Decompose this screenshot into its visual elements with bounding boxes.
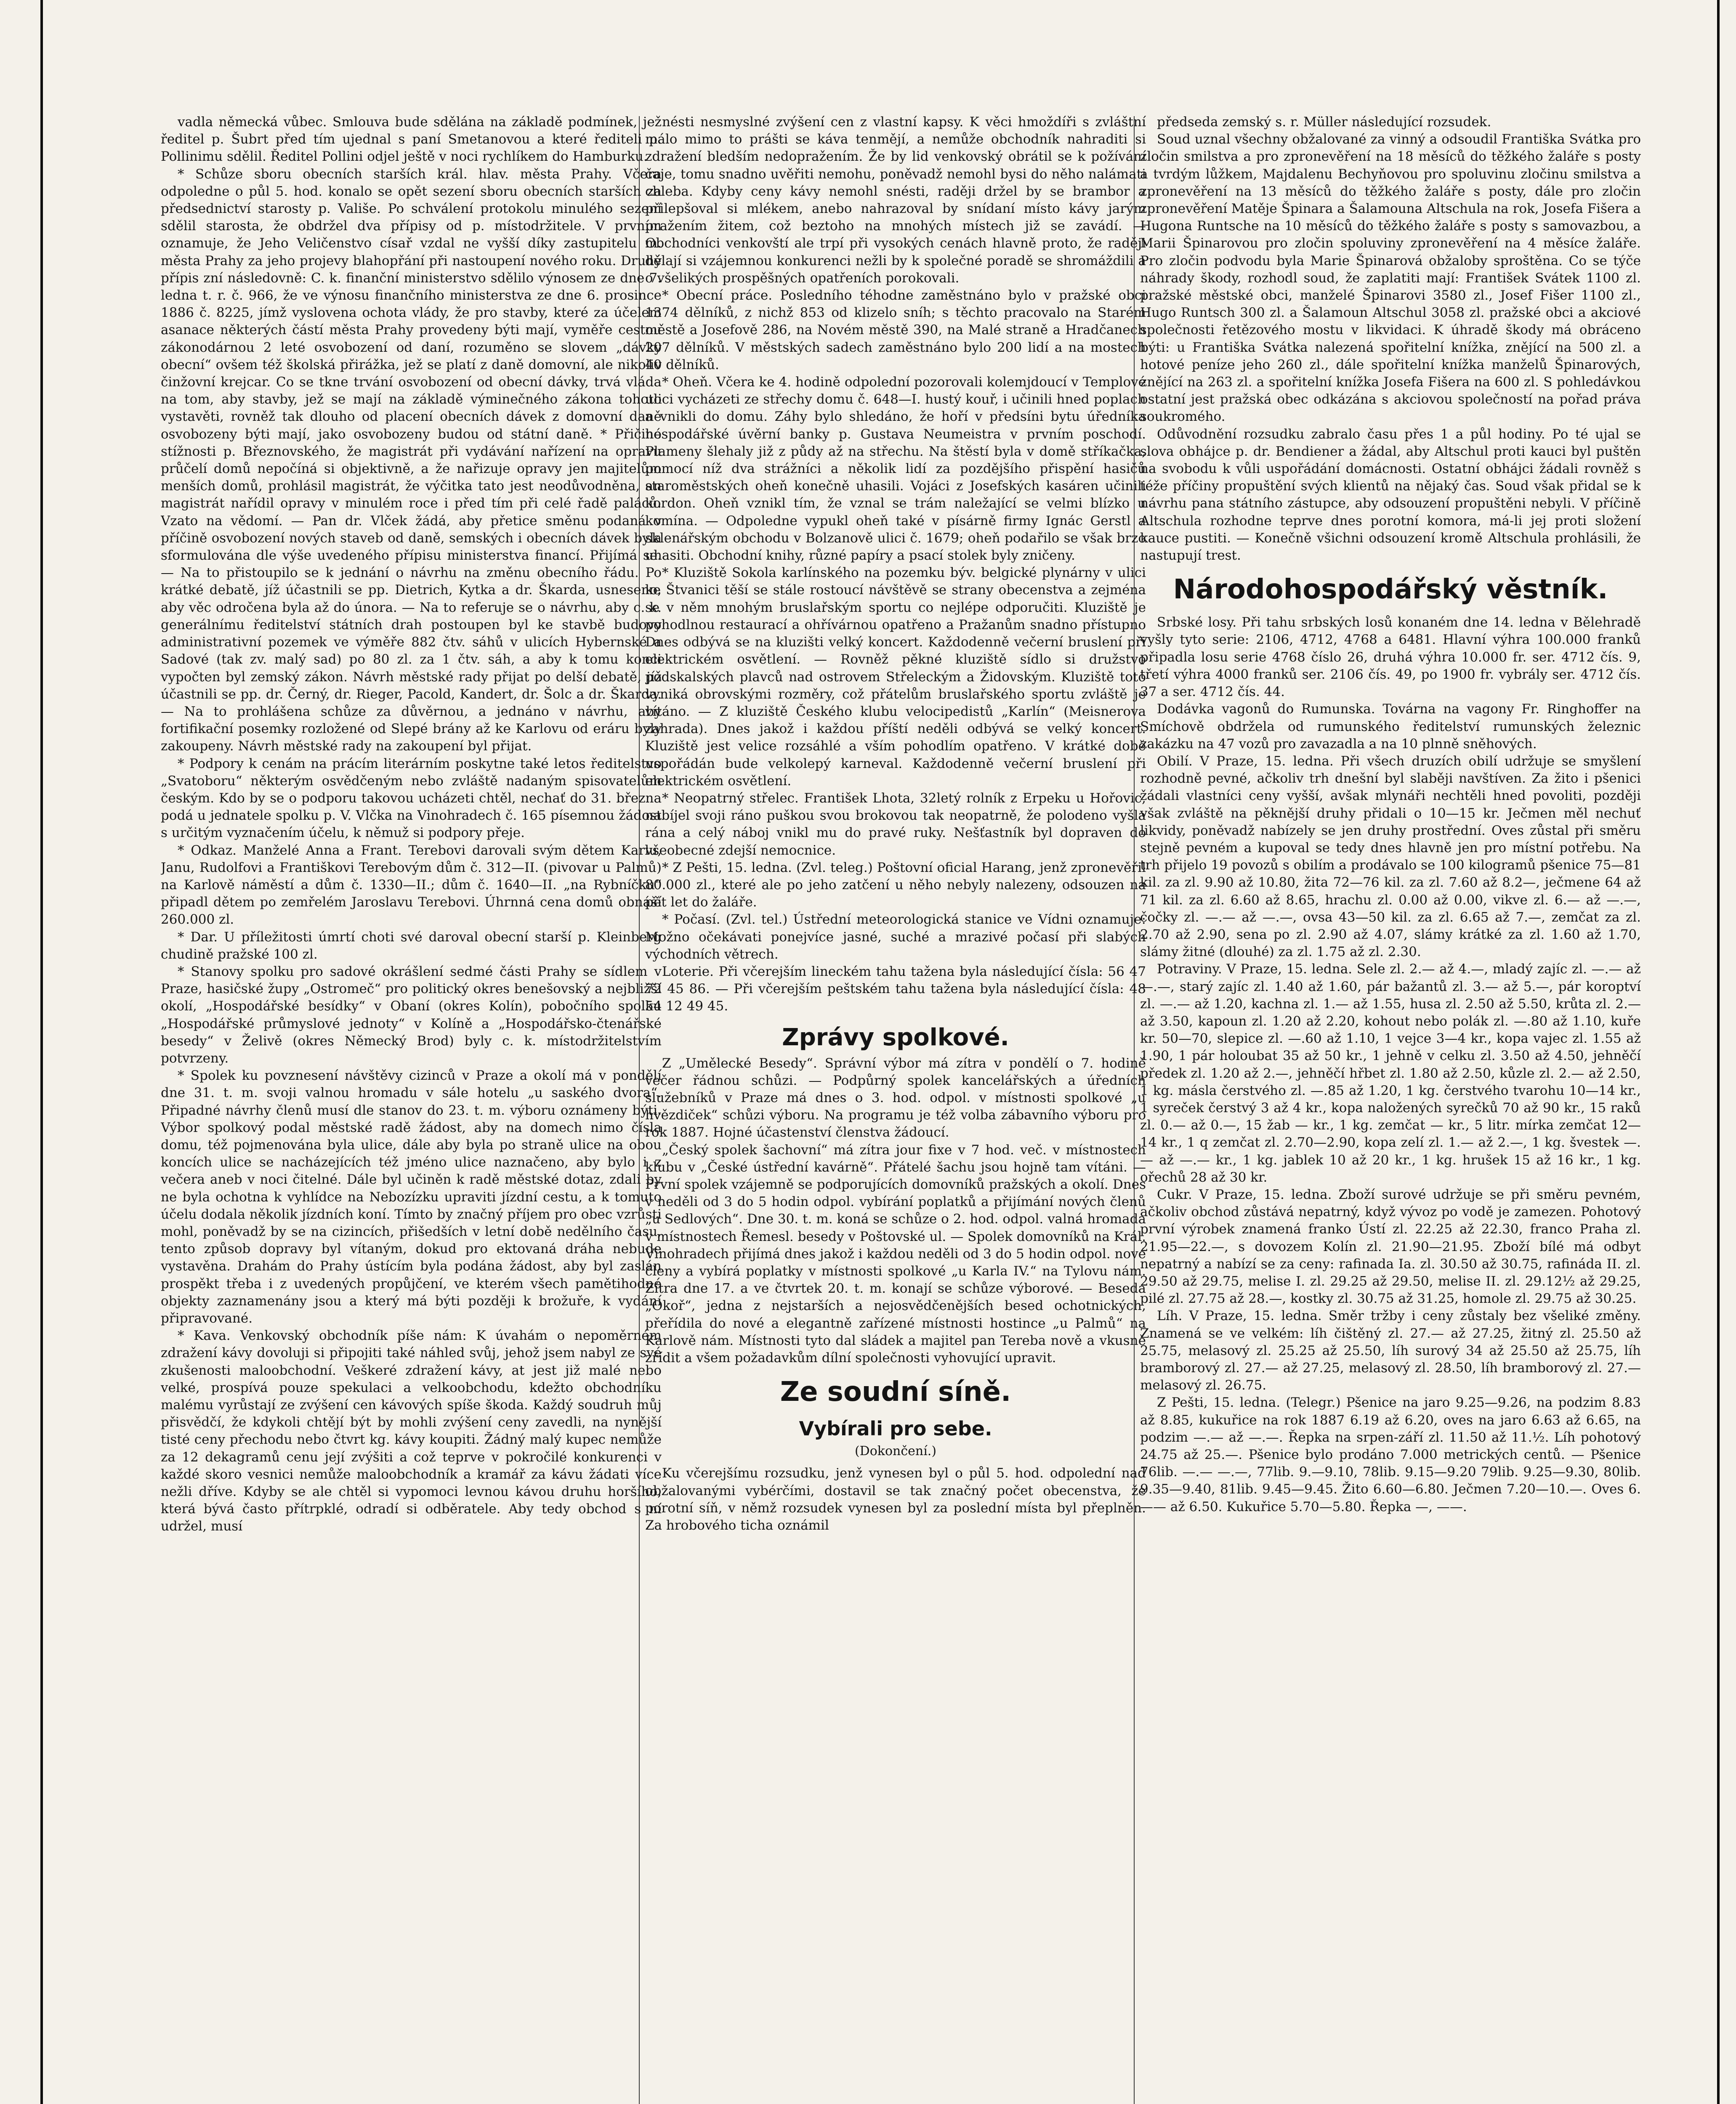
- article-paragraph: Ku včerejšímu rozsudku, jenž vynesen byl o půl 5. hod. odpolední nad obžalovanými vybérčími, dostavil se tak značný počet obecenstva, že porotní síň, v němž rozsudek vynesen byl za poslední místa byl přeplněn. Za hrobového ticha oznámil: [645, 1466, 1146, 1533]
- article-paragraph: Potraviny. V Praze, 15. ledna. Sele zl. 2.— až 4.—, mladý zajíc zl. —.— až —.—, starý zajíc zl. 1.40 až 1.60, pár bažantů zl. 3.— až 5.—, pár koroptví zl. —.— až 1.20, kachna zl. 1.— až 1.55, husa zl. 2.50 až 5.50, krůta zl. 2.— až 3.50, kapoun zl. 1.20 až 2.20, kohout nebo polák zl. —.80 až 1.10, kuře kr. 50—70, slepice zl. —.60 až 1.10, 1 vejce 3—4 kr., kopa vajec zl. 1.55 až 1.90, 1 pár holoubat 35 až 50 kr., 1 jehně v celku zl. 3.50 až 4.50, jehněčí předek zl. 1.20 až 2.—, jehněčí hřbet zl. 1.80 až 2.50, kůzle zl. 2.— až 2.50, 1 kg. másla čerstvého zl. —.85 až 1.20, 1 kg. čerstvého tvarohu 10—14 kr., 1 syreček čerstvý 3 až 4 kr., kopa naložených syrečků 70 až 90 kr., 15 raků zl. 0.— až 0.—, 15 žab — kr., 1 kg. zemčat — kr., 5 litr. mírka zemčat 12—14 kr., 1 q zemčat zl. 2.70—2.90, kopa zelí zl. 1.— až 2.—, 1 kg. švestek —.— až —.— kr., 1 kg. jablek 10 až 20 kr., 1 kg. hrušek 15 až 16 kr., 1 kg. ořechů 28 až 30 kr.: [1140, 962, 1641, 1185]
- article-paragraph: „Český spolek šachovní“ má zítra jour fixe v 7 hod. več. v místnostech klubu v „České ústřední kavárně“. Přátelé šachu jsou hojně tam vítáni. — První spolek vzájemně se podporujících domovníků pražských a okolí. Dnes v neděli od 3 do 5 hodin odpol. vybírání poplatků a přijímání nových členů „u Sedlových“. Dne 30. t. m. koná se schůze o 2. hod. odpol. valná hromada v místnostech Řemesl. besedy v Poštovské ul. — Spolek domovníků na Král. Vinohradech přijímá dnes jakož i každou neděli od 3 do 5 hodin odpol. nové členy a vybírá poplatky v místnosti spolkové „u Karla IV.“ na Tylovu nám. Zítra dne 17. a ve čtvrtek 20. t. m. konají se schůze výborové. — Beseda „Okoř“, jedna z nejstarších a nejosvědčenějších besed ochotnických, přeřídila do nové a elegantně zařízené místnosti hostince „u Palmů“ na Karlově nám. Místnosti tyto dal sládek a majitel pan Tereba nově a vkusně zřídit a všem požadavkům dílní společnosti vyhovující upravit.: [645, 1142, 1146, 1366]
- section-heading-soud: Ze soudní síně.: [780, 1376, 1011, 1408]
- article-paragraph: Obilí. V Praze, 15. ledna. Při všech druzích obilí udržuje se smyšlení rozhodně pevné, ačkoliv trh dnešní byl slaběji navštíven. Za žito i pšenici žádali vlastníci ceny vyšší, avšak mlynáři nechtěli hned povoliti, později však zvláště na pěknější druhy přidali o 10—15 kr. Ječmen měl nechuť likvidy, poněvadž nabízely se jen druhy prostřední. Oves zůstal při směru stejně pevném a kupoval se tedy dnes hlavně jen pro místní potřebu. Na trh přijelo 19 povozů s obilím a prodávalo se 100 kilogramů pšenice 75—81 kil. za zl. 9.90 až 10.80, žita 72—76 kil. za zl. 7.60 až 8.2—, ječmene 64 až 71 kil. za zl. 6.60 až 8.65, hrachu zl. 0.00 až 0.00, vikve zl. 6.— až —.—, čočky zl. —.— až —.—, ovsa 43—50 kil. za zl. 6.65 až 7.—, zemčat za zl. 2.70 až 2.90, sena po zl. 2.90 až 4.07, slámy krátké za zl. 1.60 až 1.70, slámy žitné (dlouhé) za zl. 1.75 až zl. 2.30.: [1140, 753, 1641, 960]
- article-subtitle: (Dokončení.): [854, 1444, 937, 1459]
- column-right: [1140, 114, 1641, 2104]
- article-paragraph: Cukr. V Praze, 15. ledna. Zboží surové udržuje se při směru pevném, ačkoliv obchod zůstává nepatrný, když vývoz po vodě je zamezen. Pohotový první výrobek znamená franko Ústí zl. 22.25 až 22.30, franco Praha zl. 21.95—22.—, s dovozem Kolín zl. 21.90—21.95. Zboží bílé má odbyt nepatrný a nabízí se za ceny: rafinada Ia. zl. 30.50 až 30.75, rafináda II. zl. 29.50 až 29.75, melise I. zl. 29.25 až 29.50, melise II. zl. 29.12½ až 29.25, pilé zl. 27.75 až 28.—, kostky zl. 30.75 až 31.25, homole zl. 29.75 až 30.25.: [1140, 1187, 1641, 1307]
- page-border-left: [40, 0, 43, 2104]
- article-paragraph: * Oheň. Včera ke 4. hodině odpolední pozorovali kolemjdoucí v Templové ulici vycházeti ze střechy domu č. 648—I. hustý kouř, i učinili hned poplach a vnikli do domu. Záhy bylo shledáno, že hoří v předsíni bytu úředníka hospodářské úvěrní banky p. Gustava Neumeistra v prvním poschodí. Plameny šlehaly již z půdy až na střechu. Na štěstí byla v domě stříkačka, pomocí níž dva strážníci a několik lidí za pozdějšího přispění hasičů staroměstských oheň konečně uhasili. Vojáci z Josefských kasáren učinili kordon. Oheň vznikl tím, že vznal se trám naležající se velmi blízko u komína. — Odpoledne vypukl oheň také v písárně firmy Ignác Gerstl a sklenářským obchodu v Bolzanově ulici č. 1679; oheň podařilo se však brzo uhasiti. Obchodní knihy, různé papíry a psací stolek byly zničeny.: [645, 375, 1146, 563]
- article-paragraph: * Schůze sboru obecních starších král. hlav. města Prahy. Včera odpoledne o půl 5. hod. konalo se opět sezení sboru obecních starších za předsednictví starosty p. Vališe. Po schválení protokolu minulého sezení sdělil starosta, že obdržel dva přípisy od p. místodržitele. V prvním oznamuje, že Jeho Veličenstvo císař vzdal ne vyšší díky zastupitelu m. města Prahy za jeho projevy blahopřání při nastoupení nového roku. Druhý přípis zní následovně: C. k. finanční ministerstvo sdělilo výnosem ze dne 7. ledna t. r. č. 966, že ve výnosu finančního ministerstva ze dne 6. prosince 1886 č. 8225, jímž vyslovena ochota vlády, že pro stavby, které za účelem asanace některých částí města Prahy provedeny býti mají, vyměře cestou zákonodárnou 2 leté osvobození od daní, rozuměno se slovem „dávky obecní“ ovšem též školská přirážka, jež se platí z daně domovní, ale nikoliv činžovní krejcar. Co se tkne trvání osvobození od obecní dávky, trvá vláda na tom, aby stavby, jež se mají na základě výminečného zákona tohoto vystavěti, rovněž tak dlouho od placení obecních dávek z domovní daně osvobozeny býti mají, jako osvobozeny budou od státní daně. * Přičiné stížnosti p. Březnovského, že magistrát při vydávání nařízení na opravu průčelí domů nepočíná si objektivně, a že nařizuje opravy jen majitelům menších domů, prohlásil magistrát, že výčitka tato jest neodůvodněna, an magistrát nařídil opravy v minulém roce i před tím při celé řadě paláců. Vzato na vědomí. — Pan dr. Vlček žádá, aby přetice směnu podaná v příčině osvobození nových staveb od daně, semských i obecních dávek byla sformulována dle výše uvedeného přípisu ministerstva financí. Přijímá se. — Na to přistoupilo se k jednání o návrhu na změnu obecního řádu. Po krátké debatě, jíž účastnili se pp. Dietrich, Kytka a dr. Škarda, usneseno, aby věc odročena byla až do února. — Na to referuje se o návrhu, aby c. k. generálnímu ředitelství státních drah postoupen byl ke stavbě budovy administrativní pozemek ve výměře 882 čtv. sáhů v ulicích Hybernské a Sadové (tak zv. malý sad) po 80 zl. za 1 čtv. sáh, a aby k tomu konci vypočten byl zemský zákon. Návrh městské rady přijat po delší debatě, jíž účastnili se pp. dr. Černý, dr. Rieger, Pacold, Kandert, dr. Šolc a dr. Škarda. — Na to prohlášena schůze za důvěrnou, a jednáno v návrhu, aby fortifikační posemky rozložené od Slepé brány až ke Karlovu od eráru byly zakoupeny. Návrh městské rady na zakoupení byl přijat.: [161, 166, 662, 754]
- article-paragraph: Dodávka vagonů do Rumunska. Továrna na vagony Fr. Ringhoffer na Smíchově obdržela od rumunského ředitelství rumunských železnic zakázku na 47 vozů pro zavazadla a na 10 plnně sněhových.: [1140, 701, 1641, 752]
- article-paragraph: Z Pešti, 15. ledna. (Telegr.) Pšenice na jaro 9.25—9.26, na podzim 8.83 až 8.85, kukuřice na rok 1887 6.19 až 6.20, oves na jaro 6.63 až 6.65, na podzim —.— až —.—. Řepka na srpen-září zl. 11.50 až 11.½. Líh pohotový 24.75 až 25.—. Pšenice bylo prodáno 7.000 metrických centů. — Pšenice 76lib. —.— —.—, 77lib. 9.—9.10, 78lib. 9.15—9.20 79lib. 9.25—9.30, 80lib. 9.35—9.40, 81lib. 9.45—9.45. Žito 6.60—6.80. Ječmen 7.20—10.—. Oves 6.—— až 6.50. Kukuřice 5.70—5.80. Řepka —, ——.: [1140, 1395, 1641, 1514]
- article-paragraph: Soud uznal všechny obžalované za vinný a odsoudil Františka Svátka pro zločin smilstva a pro zpronevěření na 18 měsíců do těžkého žaláře s posty a tvrdým lůžkem, Majdalenu Bechyňovou pro spoluvinu zločinu smilstva a zpronevěření na 13 měsíců do těžkého žaláře s posty, dále pro zločin zpronevěření Matěje Špinara a Šalamouna Altschula na rok, Josefa Fišera a Hugona Runtsche na 10 měsíců do těžkého žaláře s posty s samovazbou, a Marii Špinarovou pro zločin spoluviny zpronevěření na 4 měsíce žaláře. Pro zločin podvodu byla Marie Špinarová obžaloby sproštěna. Co se týče náhrady škody, rozhodl soud, že zaplatiti mají: František Svátek 1100 zl. pražské městské obci, manželé Špinarovi 3580 zl., Josef Fišer 1100 zl., Hugo Runtsch 300 zl. a Šalamoun Altschul 3058 zl. pražské obci a akciové společnosti řetězového mostu v likvidaci. K úhradě škody má obráceno býti: u Františka Svátka nalezená spořitelní knížka, znějící na 500 zl. a hotové peníze jeho 260 zl., dále spořitelní knížka manželů Špinarových, znějící na 263 zl. a spořitelní knížka Josefa Fišera na 600 zl. S pohledávkou ostatní jest pražská obec odkázána s akciovou společností na pořad práva soukromého.: [1140, 132, 1641, 425]
- section-heading-spolky: Zprávy spolkové.: [782, 1023, 1009, 1051]
- article-paragraph: * Stanovy spolku pro sadové okrášlení sedmé části Prahy se sídlem v Praze, hasičské župy „Ostromeč“ pro politický okres benešovský a nejbližší okolí, „Hospodářské besídky“ v Obaní (okres Kolín), pobočního spolku „Hospodářské průmyslové jednoty“ v Kolíně a „Hospodářsko-čtenářské besedy“ v Želivě (okres Německý Brod) byly c. k. místodržitelstvím potvrzeny.: [161, 964, 662, 1066]
- article-paragraph: Srbské losy. Při tahu srbských losů konaném dne 14. ledna v Bělehradě vyšly tyto serie: 2106, 4712, 4768 a 6481. Hlavní výhra 100.000 franků připadla losu serie 4768 číslo 26, druhá výhra 10.000 fr. ser. 4712 čís. 9, třetí výhra 4000 franků ser. 2106 čís. 49, po 1900 fr. vybrály ser. 4712 čís. 37 a ser. 4712 čís. 44.: [1140, 615, 1641, 700]
- column-middle: [645, 114, 1146, 2104]
- section-heading-vestnik: Národohospodářský věstník.: [1173, 574, 1608, 606]
- article-paragraph: * Spolek ku povznesení návštěvy cizinců v Praze a okolí má v pondělí dne 31. t. m. svoji valnou hromadu v sále hotelu „u saského dvora“. Připadné návrhy členů musí dle stanov do 23. t. m. výboru oznámeny býti. Výbor spolkový podal městské radě žádost, aby na domech nimo čísla domu, též pojmenována byla ulice, dále aby byla po straně ulice na obou koncích ulice se nacházejících též jméno ulice naznačeno, aby bylo i z večera aneb v noci čitelné. Dále byl učiněn k radě městské dotaz, zdali by ne byla ochotna k vyhlídce na Nebozízku upraviti jízdní cestu, a k tomuto účelu dodala několik jízdních koní. Tímto by značný příjem pro obec vzrůsti mohl, poněvadž by se na cizincích, přišedších v letní době nedělního času, tento způsob dopravy byl vítaným, dokud pro ektovaná dráha nebude vystavěna. Drahám do Prahy ústícím byla podána žádost, aby byl zaslán prospěkt třeba i z uvedených propůjčení, ve kterém všech pamětihodné objekty zaznamenány jsou a který má býti později k brožuře, k vydání připravované.: [161, 1068, 662, 1326]
- page-border-right: [1717, 0, 1720, 2104]
- article-paragraph: předseda zemský s. r. Müller následující rozsudek.: [1157, 114, 1491, 130]
- article-paragraph: * Dar. U příležitosti úmrtí choti své daroval obecní starší p. Kleinberg chudině pražské 100 zl.: [161, 929, 662, 962]
- article-paragraph: * Odkaz. Manželé Anna a Frant. Terebovi darovali svým dětem Karlu, Janu, Rudolfovi a Františkovi Terebovým dům č. 312—II. (pivovar u Palmů) na Karlově náměstí a dům č. 1330—II.; dům č. 1640—II. „na Rybníčku“ připadl dětem po zemřelém Jaroslavu Terebovi. Úhrnná cena domů obnáší 260.000 zl.: [161, 842, 662, 927]
- article-paragraph: Líh. V Praze, 15. ledna. Směr tržby i ceny zůstaly bez všeliké změny. Znamená se ve velkém: líh čištěný zl. 27.— až 27.25, žitný zl. 25.50 až 25.75, melasový zl. 25.25 až 25.50, líh surový 34 až 25.50 až 25.75, líh bramborový zl. 27.— až 27.25, melasový zl. 28.50, líh bramborový zl. 27.— melasový zl. 26.75.: [1140, 1308, 1641, 1393]
- article-paragraph: nésti nesmyslné zvýšení cen z vlastní kapsy. K věci hmoždíři s zvláštní málo mimo to prášti se káva tenmějí, a nemůže obchodník nahraditi si zdražení bledším nedopražením. Že by lid venkovský obrátil se k požívání čaje, tomu snadno uvěřiti nemohu, poněvadž nemohl bysi do něho nalámati chleba. Kdyby ceny kávy nemohl snésti, raději držel by se brambor a přilepšoval si mlékem, anebo nahrazoval by snídaní místo kávy jarým pražením žitem, což beztoho na mnohých místech již se zavádí. — Obchodníci venkovští ale trpí při vysokých cenách hlavně proto, že raději dělají si vzájemnou konkurenci nežli by k společné poradě se shromáždili a o všelikých prospěšných opatřeních porokovali.: [645, 114, 1146, 286]
- article-headline: Vybírali pro sebe.: [799, 1417, 992, 1440]
- article-paragraph: Loterie. Při včerejším lineckém tahu tažena byla následující čísla: 56 47 72 45 86. — Při včerejším peštském tahu tažena byla následující čísla: 48 54 12 49 45.: [645, 964, 1146, 1014]
- article-paragraph: * Z Pešti, 15. ledna. (Zvl. teleg.) Poštovní oficial Harang, jenž zpronevěřil 80.000 zl., které ale po jeho zatčení u něho nebyly nalezeny, odsouzen na pět let do žaláře.: [645, 860, 1146, 910]
- article-paragraph: Odůvodnění rozsudku zabralo času přes 1 a půl hodiny. Po té ujal se slova obhájce p. dr. Bendiener a žádal, aby Altschul proti kauci byl puštěn na svobodu k vůli uspořádání domácnosti. Ostatní obhájci žádali rovněž s téže příčiny propuštění svých klientů na nějaký čas. Soud však přidal se k návrhu pana státního zástupce, aby odsouzení propuštěni nebyli. V příčině Altschula rozhodne teprve dnes porotní komora, má-li jej proti složení kauce pustiti. — Konečně všichni odsouzení kromě Altschula prohlásili, že nastupují trest.: [1140, 426, 1641, 563]
- column-left: [161, 114, 662, 2104]
- article-paragraph: vadla německá vůbec. Smlouva bude sdělána na základě podmínek, jež ředitel p. Šubrt před tím ujednal s paní Smetanovou a které řediteli p. Pollinimu sdělil. Ředitel Pollini odjel ještě v noci rychlíkem do Hamburku.: [161, 114, 662, 165]
- article-paragraph: * Kluziště Sokola karlínského na pozemku býv. belgické plynárny v ulici ke Štvanici těší se stále rostoucí návštěvě se strany obecenstva a zejména se v něm mnohým bruslařským sportu co nejlépe odporučiti. Kluziště je pohodlnou restaurací a ohřívárnou opatřeno a Pražanům snadno přístupno Dnes odbývá se na kluzišti velký koncert. Každodenně večerní bruslení při elektrickém osvětlení. — Rovněž pěkné kluziště sídlo si družstvo podskalských plavců nad ostrovem Střeleckým a Židovským. Kluziště toto vyniká obrovskými rozměry, což přátelům bruslařského sportu zvláště je vítáno. — Z kluziště Českého klubu velocipedistů „Karlín“ (Meisnerova zahrada). Dnes jakož i každou příští neděli odbývá se velký koncert. Kluziště jest velice rozsáhlé a vším pohodlím opatřeno. V krátké době uspořádán bude velkolepý karneval. Každodenně večerní bruslení při elektrickém osvětlení.: [645, 565, 1146, 789]
- article-paragraph: * Obecní práce. Posledního téhodne zaměstnáno bylo v pražské obci 1374 dělníků, z nichž 853 od klizelo sníh; s těchto pracovalo na Starém městě a Josefově 286, na Novém městě 390, na Malé straně a Hradčanech 207 dělníků. V městských sadech zaměstnáno bylo 200 lidí a na mostech 40 dělníků.: [645, 288, 1146, 372]
- article-paragraph: * Podpory k cenám na prácím literárním poskytne také letos ředitelstvo „Svatoboru“ některým osvědčeným nebo zvláště nadaným spisovatelům českým. Kdo by se o podporu takovou ucházeti chtěl, nechať do 31. března podá u jednatele spolku p. V. Vlčka na Vinohradech č. 165 písemnou žádost s určitým vyznačením účelu, k němuž si podpory přeje.: [161, 756, 662, 841]
- article-paragraph: * Kava. Venkovský obchodník píše nám: K úvahám o nepoměrném zdražení kávy dovoluji si připojiti také náhled svůj, jehož jsem nabyl ze své zkušenosti maloobchodní. Veškeré zdražení kávy, at jest již malé nebo velké, prospívá pouze spekulaci a velkoobchodu, kdežto obchodníku malému vyrůstají ze zvýšení cen kávových spíše škoda. Každý soudruh můj přisvědčí, že kdykoli chtějí být by mohli zvýšení ceny zavedli, na nynější tisté ceny přechodu nebo čtvrt kg. kávy koupiti. Žádný malý kupec nemůže za 12 dekagramů cenu její zvýšiti a což teprve v pokročilé konkurenci v každé skoro vesnici nemůže maloobchodník a kramář za kávu žádati více nežli dříve. Kdyby se ale chtěl si vypomoci levnou kávou druhu horšího, která bývá často přítrpklé, odradí si odběratele. Aby tedy obchod s ní udržel, musí: [161, 1328, 662, 1534]
- article-paragraph: * Počasí. (Zvl. tel.) Ústřední meteorologická stanice ve Vídni oznamuje: Možno očekávati ponejvíce jasné, suché a mrazivé počasí při slabých východních větrech.: [645, 912, 1146, 962]
- article-paragraph: * Neopatrný střelec. František Lhota, 32letý rolník z Erpeku u Hořovic, nabíjel svoji ráno puškou svou brokovou tak neopatrně, že polodeno vyšla rána a celý náboj vnikl mu do pravé ruky. Nešťastník byl dopraven do všeobecné zdejší nemocnice.: [645, 790, 1146, 858]
- article-paragraph: Z „Umělecké Besedy“. Správní výbor má zítra v pondělí o 7. hodině večer řádnou schůzi. — Podpůrný spolek kancelářských a úředních služebníků v Praze má dnes o 3. hod. odpol. v místnosti spolkové „u hvězdiček“ schůzi výboru. Na programu je též volba zábavního výboru pro rok 1887. Hojné účastenství členstva žádoucí.: [645, 1055, 1146, 1140]
